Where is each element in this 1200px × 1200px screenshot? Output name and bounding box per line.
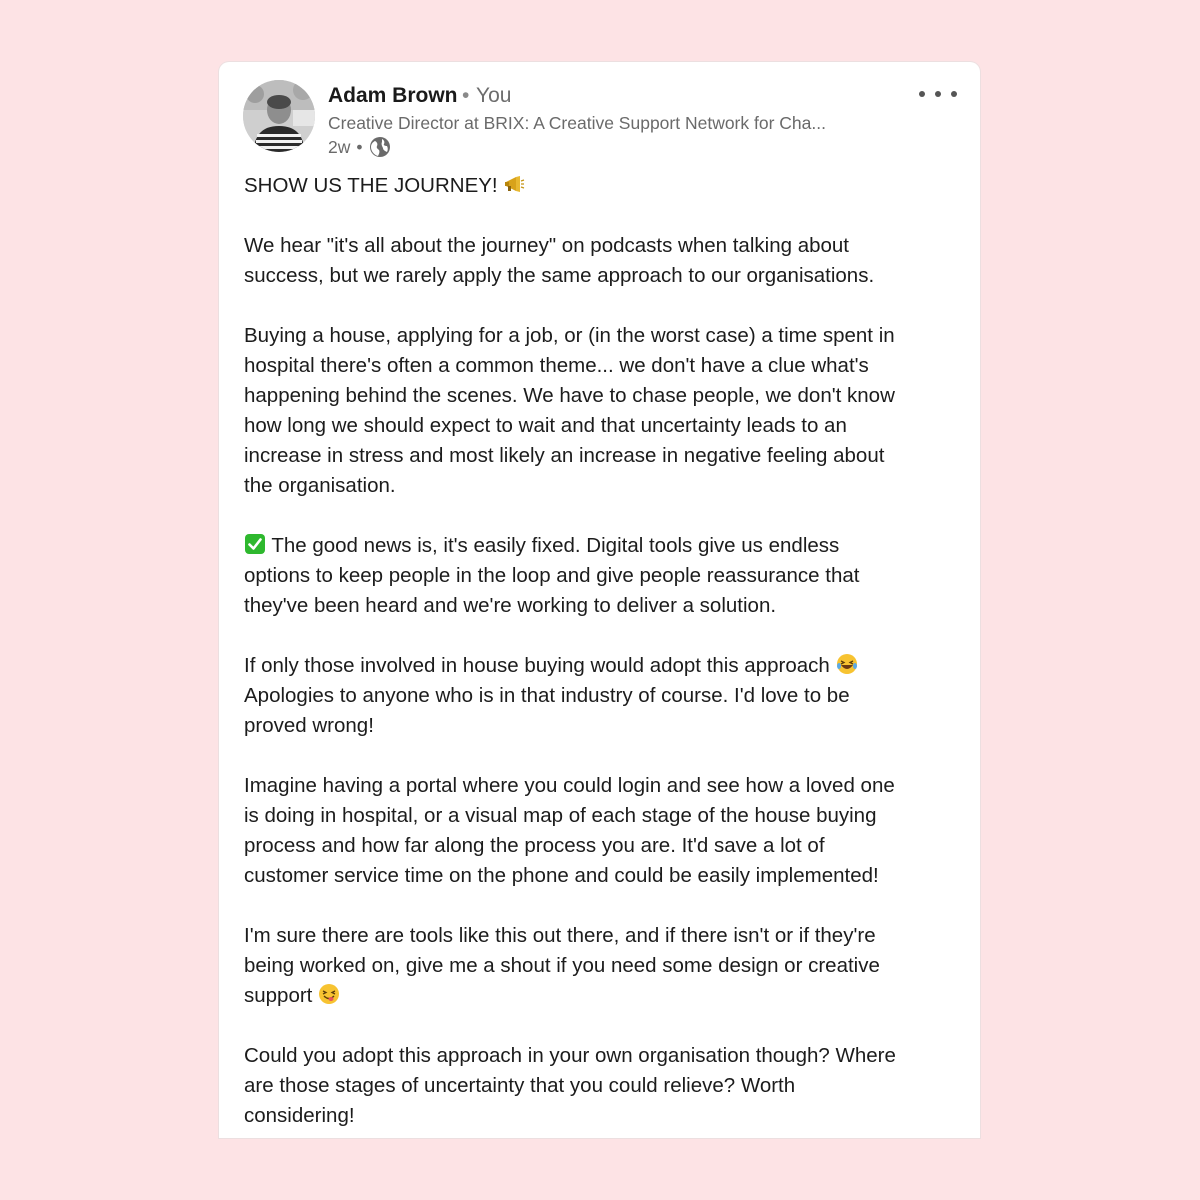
post-text [244,171,954,1131]
more-dot [951,91,957,97]
author-headline: Creative Director at BRIX: A Creative Support Network for Cha... [328,113,826,133]
post-paragraph: Imagine having a portal where you could login and see how a loved one is doing in hospital, or a visual map of each stage of the house buying process and how far along the process you are. It'd save a lot of customer service time on the phone and could be easily implemented! [244,774,895,887]
post-card [219,62,980,1138]
wink-tongue-icon [318,983,340,1005]
check-mark-icon [244,533,266,555]
megaphone-icon [503,173,525,195]
post-paragraph: SHOW US THE JOURNEY! [244,171,954,201]
globe-icon[interactable] [369,136,391,158]
post-time: 2w [328,136,351,157]
connection-degree: You [476,84,512,107]
meta-separator: • [356,136,363,157]
more-options-icon[interactable] [919,82,957,106]
more-dot [935,91,941,97]
post-paragraph: The good news is, it's easily fixed. Digital tools give us endless options to keep people in the loop and give people reassurance that they've been heard and we're working to deliver a solution. [244,534,860,617]
post-paragraph: I'm sure there are tools like this out there, and if there isn't or if they're being worked on, give me a shout if you need some design or creative support [244,924,880,1007]
post-paragraph: If only those involved in house buying would adopt this approach Apologies to anyone who is in that industry of course. I'd love to be proved wrong! [244,651,954,741]
more-dot [919,91,925,97]
author-avatar[interactable] [243,80,315,152]
post-paragraph: Buying a house, applying for a job, or (in the worst case) a time spent in hospital there's often a common theme... we don't have a clue what's happening behind the scenes. We have to chase people, we don't know how long we should expect to wait and that uncertainty leads to an increase in stress and most likely an increase in negative feeling about the organisation. [244,324,895,497]
post-paragraph: We hear "it's all about the journey" on podcasts when talking about success, but we rarely apply the same approach to our organisations. [244,234,875,287]
name-separator: • [462,84,470,107]
author-name[interactable]: Adam Brown [328,84,458,107]
post-paragraph: Could you adopt this approach in your own organisation though? Where are those stages of uncertainty that you could relieve? Worth considering! [244,1044,896,1127]
post-meta [328,135,391,159]
profile-photo-icon [243,80,315,152]
laughing-tears-icon [836,653,858,675]
